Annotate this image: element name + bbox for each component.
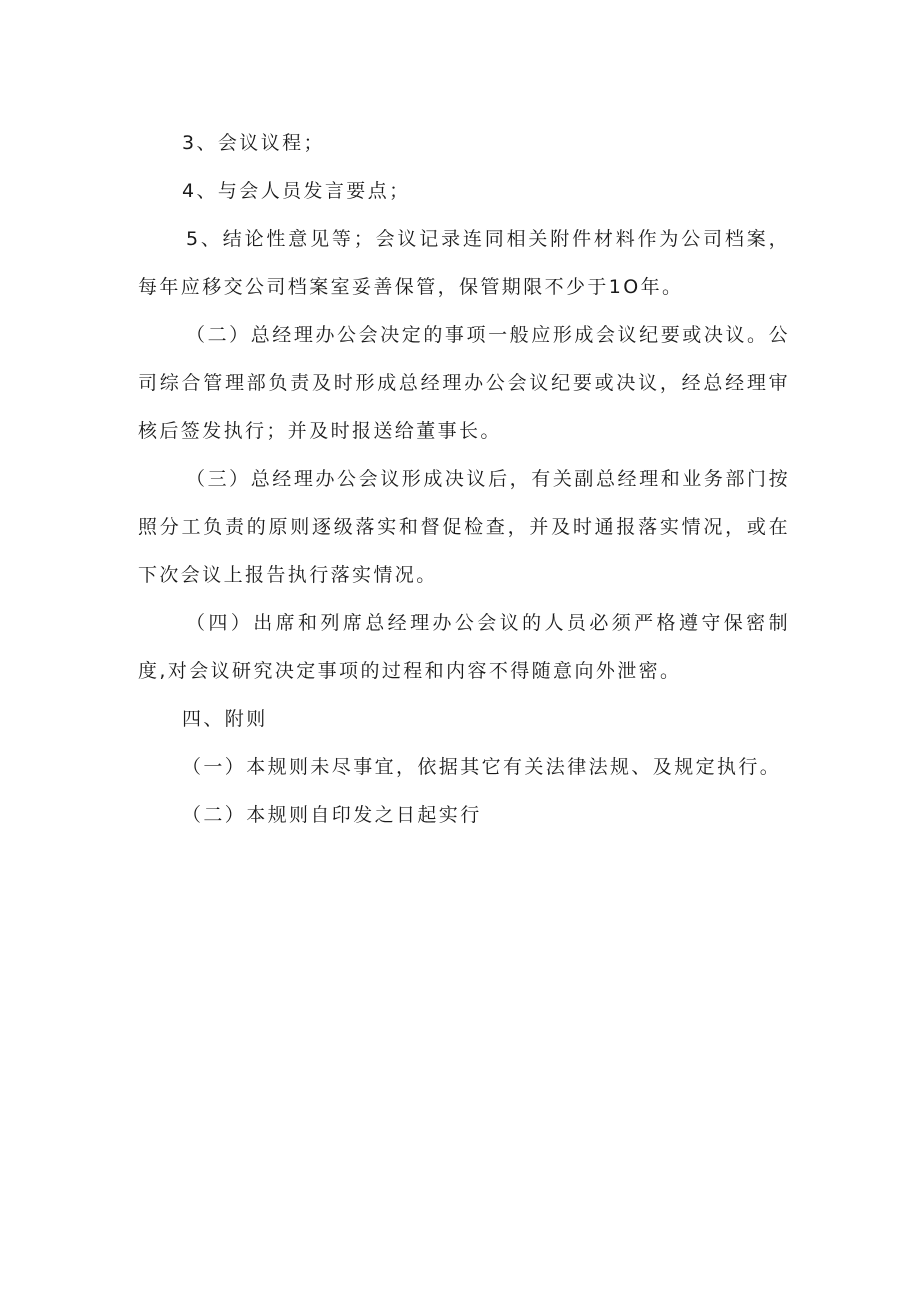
clause-2-minutes: （二）总经理办公会决定的事项一般应形成会议纪要或决议。公司综合管理部负责及时形成总经理办公会议纪要或决议，经总经理审核后签发执行；并及时报送给董事长。 xyxy=(138,324,790,442)
clause-4-confidentiality: （四）出席和列席总经理办公会议的人员必须严格遵守保密制度,对会议研究决定事项的过程和内容不得随意向外泄密。 xyxy=(138,612,790,682)
agenda-item-4: 4、与会人员发言要点； xyxy=(182,180,411,202)
agenda-item-3: 3、会议议程； xyxy=(182,132,325,154)
supplementary-clause-2: （二）本规则自印发之日起实行 xyxy=(182,804,482,826)
clause-3-implementation: （三）总经理办公会议形成决议后，有关副总经理和业务部门按照分工负责的原则逐级落实和督促检查，并及时通报落实情况，或在下次会议上报告执行落实情况。 xyxy=(138,468,790,586)
supplementary-clause-1: （一）本规则未尽事宜，依据其它有关法律法规、及规定执行。 xyxy=(182,756,782,778)
agenda-item-5: 5、结论性意见等；会议记录连同相关附件材料作为公司档案，每年应移交公司档案室妥善保管，保管期限不少于1O年。 xyxy=(138,228,790,298)
document-body xyxy=(138,119,790,839)
section-heading-supplementary: 四、附则 xyxy=(182,708,268,730)
